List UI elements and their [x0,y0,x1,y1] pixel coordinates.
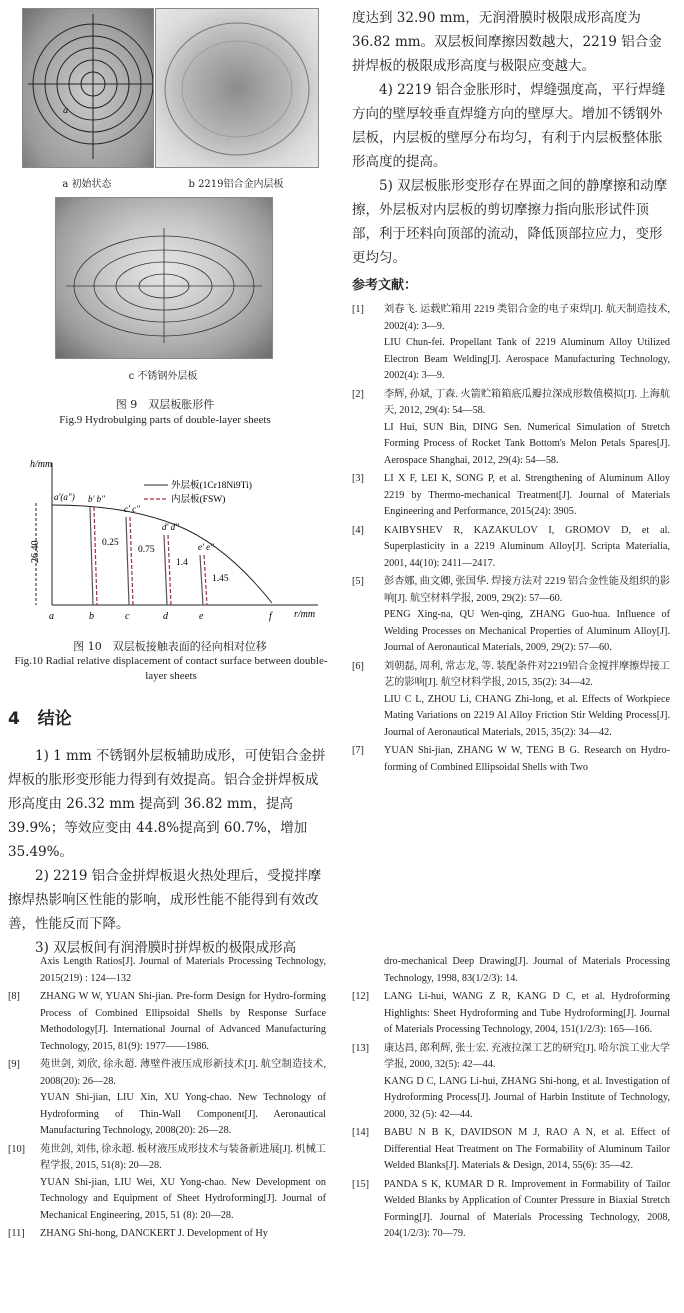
conclusion-2: 2) 2219 铝合金拼焊板退火热处理后，受搅拌摩擦焊热影响区性能的影响，成形性能不能得到有效改善，性能反而下降。 [8,868,322,932]
outer-line [90,507,93,605]
fig9-caption-c: c 不锈钢外层板 [128,371,198,382]
reference-number: [7] [352,745,364,756]
reference-item [352,1041,670,1124]
ref-7-continuation: Axis Length Ratios[J]. Journal of Materials Processing Technology, 2015(219) : 124—132 [40,956,326,984]
reference-number: [12] [352,991,369,1002]
inner-line [204,555,207,605]
reference-item [8,989,326,1055]
x-tick-label: a [49,611,54,622]
fig10-title-cn: 图 10 双层板接触表面的径向相对位移 [73,640,267,653]
reference-text: BABU N B K, DAVIDSON M J, RAO A N, et al. Effect of Differential Heat Treatment on The Formability of Aluminum Tailor Welded Blanks[J]. Materials & Design, 2014, 55(6): 35—42. [384,1127,670,1171]
section-number: 4 [8,709,20,729]
legend-inner: 内层板(FSW) [171,495,226,505]
reference-item [352,387,670,470]
reference-number: [15] [352,1178,369,1190]
fig9-photo-b-mesh [156,9,318,167]
reference-item [8,1057,326,1140]
fig9-caption-a: a 初始状态 [62,179,112,190]
reference-text: 彭杏娜, 曲文卿, 张国华. 焊接方法对 2219 铝合金性能及组织的影响[J]. 航空材料学报, 2009, 29(2): 57—60. [384,576,670,604]
x-axis-label: r/mm [294,609,316,620]
outer-line [126,517,129,605]
reference-item [352,989,670,1039]
section-heading [8,704,72,729]
y-axis-label: h/mm [30,459,53,470]
point-label: a'(a") [54,492,75,502]
fig10-title-en: Fig.10 Radial relative displacement of contact surface between double-layer sheets [14,655,328,682]
fig9-title-en: Fig.9 Hydrobulging parts of double-layer sheets [59,414,271,426]
reference-number: [6] [352,660,364,672]
reference-number: [13] [352,1042,369,1054]
reference-text: LIU C L, ZHOU Li, CHANG Zhi-long, et al. Effects of Workpiece Mating Variations on 2219 Al Alloy Friction Stir Welding Process[J]. Journal of Aeronautical Materials, 2015, 35(2): 34—42. [384,693,670,738]
reference-text: LIU Chun-fei. Propellant Tank of 2219 Aluminum Alloy Utilized Electron Beam Welding[J]. Aerospace Manufacturing Technology, 2002(4): 3—9. [384,337,670,381]
reference-text: LANG Li-hui, WANG Z R, KANG D C, et al. Hydroforming Highlights: Sheet Hydroforming and Tube Hydroforming[J]. Journal of Materials Processing Technology, 2004, 151(1/2/3): 165—166. [384,991,670,1035]
section-title: 结论 [37,709,72,729]
reference-text: 康达昌, 郎利辉, 张士宏. 充液拉深工艺的研究[J]. 哈尔滨工业大学学报, 2000, 32(5): 42—44. [384,1042,670,1070]
reference-item [352,471,670,521]
reference-number: [3] [352,473,364,484]
reference-item [352,574,670,657]
reference-item [8,1142,326,1225]
point-label: d' d" [162,522,179,532]
displacement-label: 1.4 [176,558,188,568]
reference-text: KAIBYSHEV R, KAZAKULOV I, GROMOV D, et al. Superplasticity in a 2219 Aluminum Alloy[J]. Scripta Materialia, 2001, 44(10): 2411—2417. [384,524,670,569]
reference-number: [5] [352,576,364,587]
reference-text: ZHANG W W, YUAN Shi-jian. Pre-form Design for Hydro-forming Process of Combined Ellipsoidal Shells by Response Surface Methodology[J]. International Journal of Advanced Manufacturing Technology, 2015, 81(9): 1977——1986. [40,991,326,1052]
references-bottom-right [352,954,670,1245]
references-right [352,302,670,778]
reference-item [352,1125,670,1175]
x-tick-label: b [89,611,94,622]
reference-number: [10] [8,1143,25,1155]
conclusions-right [352,6,670,270]
reference-text: 苑世剑, 刘伟, 徐永超. 板材液压成形技术与装备新进展[J]. 机械工程学报, 2015, 51(8): 20—28. [40,1143,326,1171]
fig9-caption-b: b 2219铝合金内层板 [188,179,284,190]
fig9-title-cn: 图 9 双层板胀形件 [115,398,215,411]
x-tick-label: c [125,611,130,622]
conclusion-3-cont: 度达到 32.90 mm，无润滑膜时极限成形高度为 36.82 mm。双层板间摩擦因数越大，2219 铝合金拼焊板的极限成形高度与极限应变越大。 [352,10,662,74]
point-label: c' c" [124,504,140,514]
reference-number: [9] [8,1059,20,1070]
reference-number: [11] [8,1228,25,1239]
reference-text: YUAN Shi-jian, LIU Wei, XU Yong-chao. New Development on Technology and Equipment of Sheet Hydroforming[J]. Journal of Mechanical Engineering, 2015, 51 (8): 20—28. [40,1176,326,1221]
reference-text: KANG D C, LANG Li-hui, ZHANG Shi-hong, et al. Investigation of Hydroforming Process[J]. Journal of Harbin Institute of Technology, 2000, 32 (5): 42—44. [384,1075,670,1120]
fig9-photo-c-grid [56,198,272,358]
fig10-chart [26,455,326,635]
reference-number: [8] [8,991,20,1002]
reference-item [352,659,670,742]
reference-text: 刘春飞. 运载贮箱用 2219 类铝合金的电子束焊[J]. 航天制造技术, 2002(4): 3—9. [384,304,670,332]
height-annotation: 26.40 [30,540,41,563]
reference-text: LI X F, LEI K, SONG P, et al. Strengthening of Aluminum Alloy 2219 by Thermo-mechanical Treatment[J]. Journal of Materials Engineering and Performance, 2015(24): 3905. [384,473,670,517]
fig9-photo-a-grid [23,9,153,167]
inner-line [130,517,133,605]
reference-text: 苑世剑, 刘欣, 徐永超. 薄壁件液压成形新技术[J]. 航空制造技术, 2008(20): 26—28. [40,1059,326,1087]
displacement-label: 1.45 [212,574,229,584]
reference-text: YUAN Shi-jian, LIU Xin, XU Yong-chao. New Technology of Hydroforming of Thin-Wall Component[J]. Aeronautical Manufacturing Technology, 2008(20): 26—28. [40,1092,326,1136]
legend-outer: 外层板(1Cr18Ni9Ti) [171,481,252,491]
reference-item [352,302,670,385]
reference-item [352,523,670,573]
conclusion-5: 5) 双层板胀形变形存在界面之间的静摩擦和动摩擦，外层板对内层板的剪切摩擦力指向胀形试件顶部，利于坯料向顶部的流动，降低顶部拉应力，变形更均匀。 [352,178,668,266]
conclusion-3: 3) 双层板间有润滑膜时拼焊板的极限成形高 [35,940,297,956]
reference-number: [14] [352,1127,369,1138]
reference-number: [1] [352,304,364,315]
conclusion-1: 1) 1 mm 不锈钢外层板辅助成形，可使铝合金拼焊板的胀形变形能力得到有效提高。铝合金拼焊板成形高度由 26.32 mm 提高到 36.82 mm，提高 39.9%；等效应变由 44.8%提高到 60.7%，增加 35.49%。 [8,748,326,860]
reference-text: ZHANG Shi-hong, DANCKERT J. Development of Hy [40,1228,268,1239]
reference-number: [2] [352,388,364,400]
conclusions-left [8,744,326,960]
outer-sheet-curve [52,505,272,603]
ref-11-continuation: dro-mechanical Deep Drawing[J]. Journal of Materials Processing Technology, 1998, 83(1/2/3): 14. [384,956,670,984]
fig9-photo-b [155,8,319,168]
fig9-photo-a [22,8,154,168]
reference-number: [4] [352,524,364,536]
inner-line [94,507,97,605]
inner-line [168,535,171,605]
x-tick-label: e [199,611,204,622]
displacement-label: 0.25 [102,538,119,548]
displacement-label: 0.75 [138,545,155,555]
reference-text: PANDA S K, KUMAR D R. Improvement in Formability of Tailor Welded Blanks by Application of Counter Pressure in Biaxial Stretch Forming[J]. Journal of Materials Processing Technology, 2008, 204(1/2/3): 70—79. [384,1178,670,1239]
reference-text: PENG Xing-na, QU Wen-qing, ZHANG Guo-hua. Influence of Welding Processes on Mechanical Properties of Aluminum Alloy[J]. Journal of Aeronautical Materials, 2009, 29(2): 57—60. [384,609,670,653]
reference-text: 刘朝磊, 周利, 常志龙, 等. 装配条件对2219铝合金搅拌摩擦焊接工艺的影响[J]. 航空材料学报, 2015, 35(2): 34—42. [384,660,670,688]
fig9-photo-c [55,197,273,359]
outer-line [200,555,203,605]
reference-item [352,743,670,776]
reference-text: 李辉, 孙斌, 丁森. 火箭贮箱箱底瓜瓣拉深成形数值模拟[J]. 上海航天, 2012, 29(4): 54—58. [384,388,670,416]
point-label: b' b" [88,494,105,504]
reference-text: LI Hui, SUN Bin, DING Sen. Numerical Simulation of Stretch Forming Process of Rocket Tank Bottom's Melon Petals Spares[J]. Aerospace Shanghai, 2012, 29(4): 54—58. [384,421,670,466]
x-tick-label: d [163,611,168,622]
x-tick-label: f [269,611,272,622]
references-heading: 参考文献： [352,278,418,293]
reference-item [8,1226,326,1243]
conclusion-4: 4) 2219 铝合金胀形时，焊缝强度高，平行焊缝方向的壁厚较垂直焊缝方向的壁厚大。增加不锈钢外层板，内层板的壁厚分布均匀，有利于内层板整体胀形高度的提高。 [352,82,666,170]
outer-line [164,535,167,605]
photo-a-mark: a [63,106,69,116]
point-label: e' e" [198,542,214,552]
references-bottom-left [8,954,326,1245]
reference-item [352,1177,670,1243]
reference-text: YUAN Shi-jian, ZHANG W W, TENG B G. Research on Hydro-forming of Combined Ellipsoidal Shells with Two [384,745,670,773]
